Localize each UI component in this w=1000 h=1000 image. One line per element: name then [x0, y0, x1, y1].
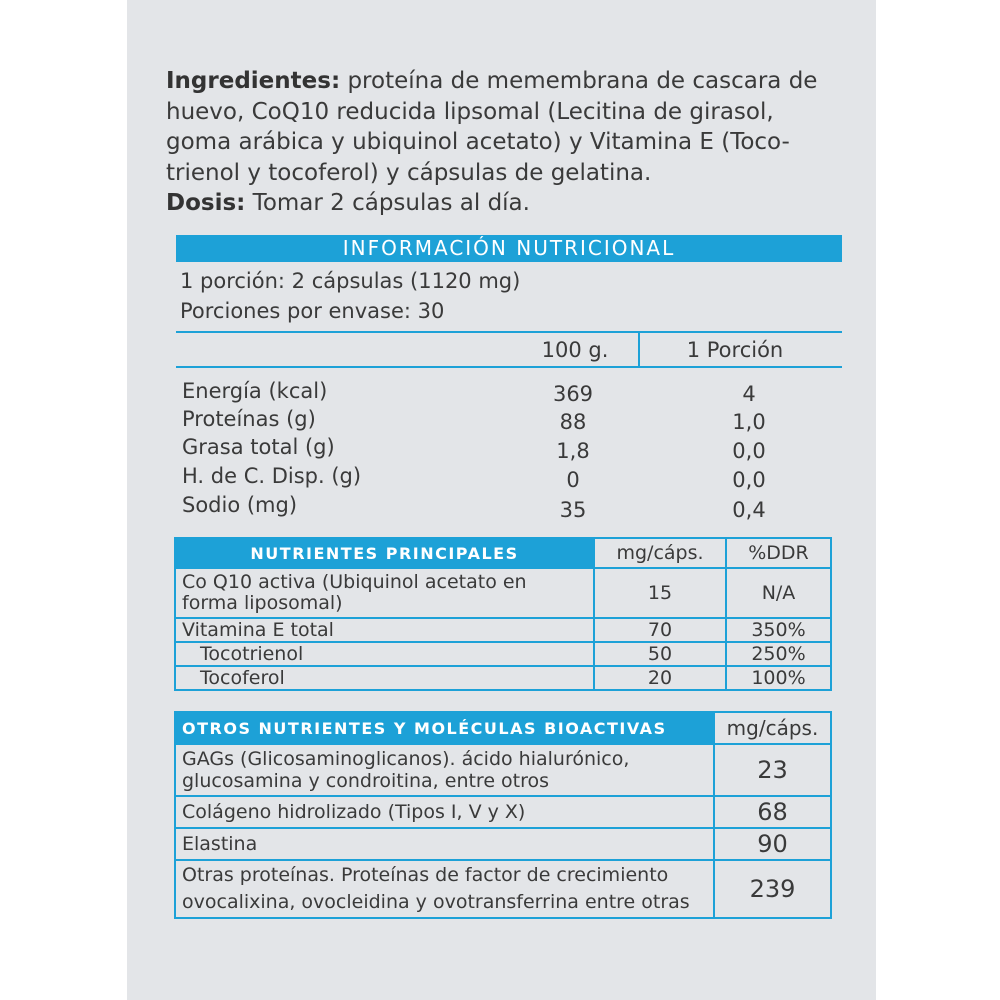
ingredients-text — [166, 66, 846, 188]
row-value-100g: 35 — [559, 498, 587, 522]
nutrient-ddr: 250% — [726, 642, 831, 666]
row-value-portion: 0,0 — [732, 439, 766, 463]
table-row — [175, 618, 831, 642]
table-row — [175, 568, 831, 618]
nutrient-ddr: 350% — [726, 618, 831, 642]
nutrient-ddr: 100% — [726, 666, 831, 690]
other-label: Elastina — [175, 828, 714, 860]
other-mg: 68 — [714, 796, 831, 828]
dosis-label: Dosis: — [166, 190, 246, 216]
table-row — [175, 796, 831, 828]
nutrient-mg: 20 — [594, 666, 726, 690]
row-label: H. de C. Disp. (g) — [182, 464, 362, 488]
principales-title: NUTRIENTES PRINCIPALES — [175, 538, 594, 568]
divider — [176, 331, 842, 333]
nutrient-mg: 50 — [594, 642, 726, 666]
other-label: Otras proteínas. Proteínas de factor de crecimiento ovocalixina, ovocleidina y ovotransferrina entre otras — [175, 860, 714, 918]
nutrient-label: Vitamina E total — [175, 618, 594, 642]
row-value-portion: 4 — [742, 382, 756, 406]
dosis-body: Tomar 2 cápsulas al día. — [252, 190, 530, 216]
other-label: GAGs (Glicosaminoglicanos). ácido hialurónico, glucosamina y condroitina, entre otros — [175, 744, 714, 796]
table-row — [175, 828, 831, 860]
otros-table — [174, 711, 832, 919]
nutrient-mg: 70 — [594, 618, 726, 642]
principales-table — [174, 537, 832, 691]
nutrient-label: Tocotrienol — [175, 642, 594, 666]
nutrient-mg: 15 — [594, 568, 726, 618]
row-label: Grasa total (g) — [182, 435, 335, 459]
row-value-portion: 0,4 — [732, 498, 766, 522]
nutrient-label: Co Q10 activa (Ubiquinol acetato en forma liposomal) — [175, 568, 594, 618]
divider — [638, 333, 640, 366]
row-label: Proteínas (g) — [182, 407, 316, 431]
col-portion: 1 Porción — [686, 338, 784, 362]
other-mg: 239 — [714, 860, 831, 918]
table-row — [175, 744, 831, 796]
row-value-portion: 1,0 — [732, 410, 766, 434]
row-value-100g: 0 — [566, 468, 580, 492]
row-value-100g: 88 — [559, 410, 587, 434]
nutrient-label: Tocoferol — [175, 666, 594, 690]
col-mg: mg/cáps. — [594, 538, 726, 568]
divider — [176, 366, 842, 368]
table-row — [175, 860, 831, 918]
ingredients-body: proteína de memembrana de cascara de huevo, CoQ10 reducida lipsomal (Lecitina de girasol, goma arábica y ubiquinol acetato) y Vitamina E (Toco-trienol y tocoferol) y cápsulas de gelatina. — [166, 68, 818, 186]
other-mg: 90 — [714, 828, 831, 860]
table-row — [175, 666, 831, 690]
row-value-100g: 1,8 — [556, 439, 590, 463]
dosis-text — [166, 188, 846, 219]
nutrient-ddr: N/A — [726, 568, 831, 618]
row-label: Energía (kcal) — [182, 379, 328, 403]
table-row — [175, 642, 831, 666]
otros-title: OTROS NUTRIENTES Y MOLÉCULAS BIOACTIVAS — [175, 712, 714, 744]
servings-text: Porciones por envase: 30 — [180, 299, 445, 323]
portion-text: 1 porción: 2 cápsulas (1120 mg) — [180, 269, 521, 293]
col-mg: mg/cáps. — [714, 712, 831, 744]
ingredients-label: Ingredientes: — [166, 68, 341, 94]
row-value-portion: 0,0 — [732, 468, 766, 492]
other-label: Colágeno hidrolizado (Tipos I, V y X) — [175, 796, 714, 828]
row-value-100g: 369 — [552, 382, 594, 406]
nutrition-title: INFORMACIÓN NUTRICIONAL — [176, 235, 842, 262]
col-100g: 100 g. — [541, 338, 609, 362]
row-label: Sodio (mg) — [182, 493, 298, 517]
col-ddr: %DDR — [726, 538, 831, 568]
other-mg: 23 — [714, 744, 831, 796]
